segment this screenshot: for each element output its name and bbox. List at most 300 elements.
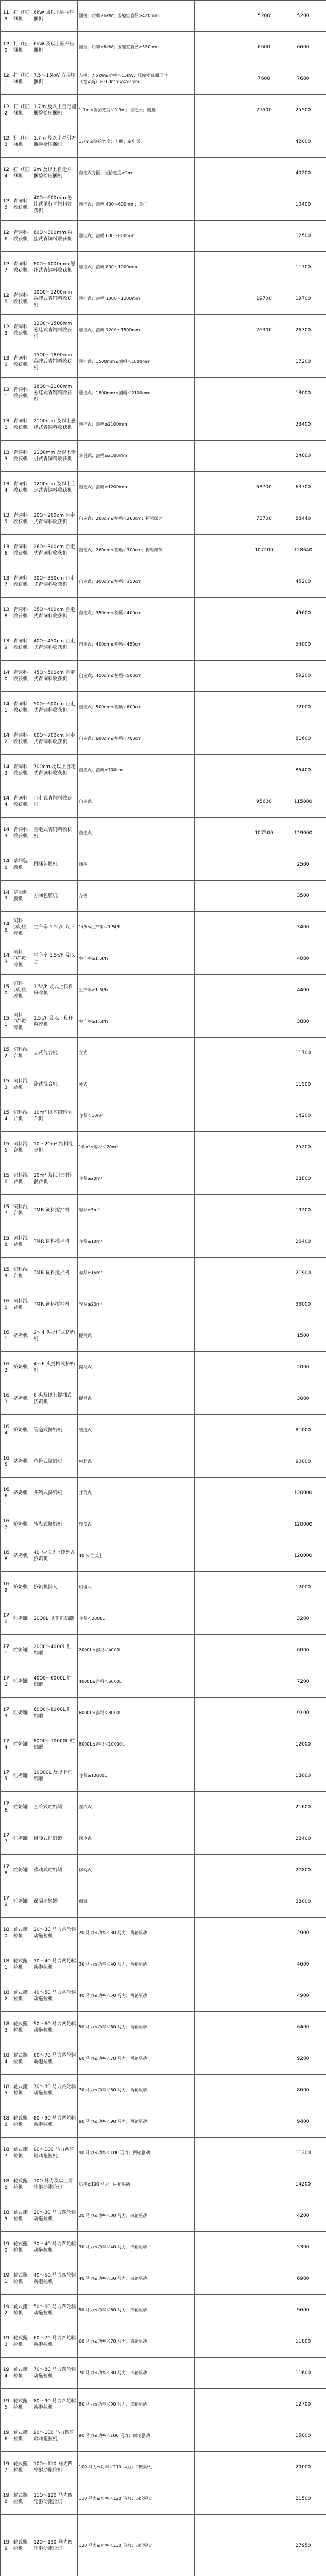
spec-param-cell: 转盘式 (78, 1509, 176, 1540)
category-cell: 青饲料收获机 (12, 566, 32, 598)
row-number-cell: 192 (1, 2295, 12, 2326)
row-number-cell: 146 (1, 849, 12, 881)
unit-cell (176, 1132, 195, 1163)
table-row (1, 566, 326, 598)
category-cell: 轮式拖拉机 (12, 2200, 32, 2232)
unit-cell (176, 629, 195, 661)
subsidy-cap-cell: 6900 (280, 2263, 326, 2295)
subsidy-cap-cell: 11200 (280, 2138, 326, 2169)
category-cell: 青饲料收获机 (12, 692, 32, 723)
item-name-cell: 管道式挤奶机 (32, 1415, 78, 1446)
row-number-cell: 135 (1, 503, 12, 535)
spec-param-cell: 50 马力≤功率＜60 马力；四轮驱动 (78, 2295, 176, 2326)
item-name-cell: 10～20m³ 饲料混合机 (32, 1132, 78, 1163)
subsidy-cap-cell: 2000 (280, 1352, 326, 1383)
category-cell: 饲料(草)粉碎机 (12, 1006, 32, 1038)
category-cell: 贮奶罐 (12, 1729, 32, 1760)
subsidy-cap-cell: 11700 (280, 252, 326, 283)
item-name-cell: 350～400cm 自走式青饲料收获机 (32, 598, 78, 629)
spec-param-cell: 提桶式 (78, 1383, 176, 1415)
table-row (1, 158, 326, 189)
spec-param-cell: 容积≥20m³ (78, 1163, 176, 1195)
subsidy-cap-cell: 14200 (280, 1100, 326, 1132)
unit-cell (176, 1163, 195, 1195)
subsidy-cap-cell: 14200 (280, 2169, 326, 2200)
table-row (1, 378, 326, 409)
table-row (1, 1006, 326, 1038)
row-number-cell: 144 (1, 786, 12, 818)
item-name-cell: 2～4 头提桶式挤奶机 (32, 1320, 78, 1352)
subsidy-cell (248, 1415, 280, 1446)
spec-param-cell: 100 马力≤功率＜110 马力；四轮驱动 (78, 2452, 176, 2483)
category-cell: 打（压）捆机 (12, 126, 32, 158)
unit-cell (176, 2358, 195, 2389)
category-cell: 挤奶机 (12, 1352, 32, 1383)
spec-param-cell: 直冷式 (78, 1792, 176, 1823)
subsidy-cap-cell: 9600 (280, 2295, 326, 2326)
category-cell: 轮式拖拉机 (12, 2232, 32, 2263)
item-name-cell: 100～110 马力四轮驱动拖拉机 (32, 2452, 78, 2483)
unit-cell (176, 818, 195, 849)
item-name-cell: 1500～1800mm 悬挂式青饲料收获机 (32, 346, 78, 378)
category-cell: 轮式拖拉机 (12, 2389, 32, 2420)
subsidy-cap-cell: 9100 (280, 1698, 326, 1729)
row-number-cell: 121 (1, 63, 12, 95)
item-name-cell: 6kW 及以上圆捆压捆机 (32, 1, 78, 32)
spec-param-cell: 自走式；350cm≤割幅＜400cm (78, 598, 176, 629)
item-name-cell: 90～100 马力四轮驱动拖拉机 (32, 2420, 78, 2452)
category-cell: 打（压）捆机 (12, 158, 32, 189)
category-cell: 挤奶机 (12, 1446, 32, 1478)
price-cell (195, 1760, 248, 1792)
unit-cell (176, 598, 195, 629)
table-row (1, 975, 326, 1006)
subsidy-cell (248, 2200, 280, 2232)
unit-cell (176, 1069, 195, 1100)
spec-param-cell: 提桶式 (78, 1320, 176, 1352)
spec-param-cell: 方捆 (78, 881, 176, 912)
category-cell: 青饲料收获机 (12, 346, 32, 378)
subsidy-cap-cell: 12000 (280, 1729, 326, 1760)
category-cell: 贮奶罐 (12, 1792, 32, 1823)
price-cell (195, 346, 248, 378)
spec-param-cell: 40 头位以上 (78, 1540, 176, 1572)
item-name-cell: 20～30 马力两轮驱动拖拉机 (32, 1918, 78, 1949)
subsidy-cell (248, 2012, 280, 2043)
price-cell (195, 912, 248, 943)
subsidy-cell (248, 2515, 280, 2576)
spec-param-cell: 移动式 (78, 1855, 176, 1886)
table-row (1, 1760, 326, 1792)
spec-param-cell: 40 马力≤功率＜50 马力；四轮驱动 (78, 2263, 176, 2295)
subsidy-cap-cell: 120000 (280, 1509, 326, 1540)
table-row (1, 943, 326, 975)
item-name-cell: 圆捆包膜机 (32, 849, 78, 881)
row-number-cell: 122 (1, 95, 12, 126)
unit-cell (176, 1949, 195, 1980)
table-row (1, 2358, 326, 2389)
subsidy-cap-cell: 21500 (280, 2483, 326, 2515)
category-cell: 青饲料收获机 (12, 221, 32, 252)
subsidy-cell (248, 409, 280, 441)
spec-param-cell: 90 马力≤功率＜100 马力；四轮驱动 (78, 2420, 176, 2452)
row-number-cell: 152 (1, 1038, 12, 1069)
subsidy-cell (248, 598, 280, 629)
table-row (1, 2326, 326, 2358)
item-name-cell: 80～90 马力两轮驱动拖拉机 (32, 2106, 78, 2138)
row-number-cell: 177 (1, 1823, 12, 1855)
price-cell (195, 2515, 248, 2576)
table-row (1, 1729, 326, 1760)
subsidy-cap-cell: 11700 (280, 1038, 326, 1069)
spec-param-cell: 间冷式 (78, 1823, 176, 1855)
table-row (1, 252, 326, 283)
unit-cell (176, 189, 195, 221)
subsidy-cell (248, 1509, 280, 1540)
spec-param-cell: 1.7m≤捡拾宽度＜1.9m；自走式；圆捆 (78, 95, 176, 126)
item-name-cell: 2100mm 及以上牵引式青饲料收获机 (32, 441, 78, 472)
unit-cell (176, 1792, 195, 1823)
unit-cell (176, 535, 195, 566)
unit-cell (176, 2012, 195, 2043)
unit-cell (176, 1, 195, 32)
unit-cell (176, 1918, 195, 1949)
row-number-cell: 153 (1, 1069, 12, 1100)
unit-cell (176, 849, 195, 881)
subsidy-cap-cell: 26300 (280, 315, 326, 346)
price-cell (195, 566, 248, 598)
item-name-cell: 60～70 马力两轮驱动拖拉机 (32, 2043, 78, 2075)
spec-param-cell: 自走式；割幅≥1200mm (78, 472, 176, 503)
subsidy-cell (248, 1918, 280, 1949)
category-cell: 饲料(草)粉碎机 (12, 975, 32, 1006)
unit-cell (176, 1635, 195, 1666)
price-cell (195, 472, 248, 503)
spec-param-cell: 生产率≥1.5t/h (78, 975, 176, 1006)
row-number-cell: 193 (1, 2326, 12, 2358)
row-number-cell: 160 (1, 1289, 12, 1320)
category-cell: 挤奶机 (12, 1509, 32, 1540)
spec-param-cell: 30 马力≤功率＜40 马力；四轮驱动 (78, 2232, 176, 2263)
row-number-cell: 187 (1, 2138, 12, 2169)
spec-param-cell: 悬挂式；割幅 800～1000mm (78, 252, 176, 283)
row-number-cell: 185 (1, 2075, 12, 2106)
item-name-cell: 2100mm 及以上悬挂式青饲料收获机 (32, 409, 78, 441)
subsidy-cell (248, 1258, 280, 1289)
table-row (1, 535, 326, 566)
item-name-cell: 自走式青饲料收获机 (32, 818, 78, 849)
item-name-cell: 40～50 马力四轮驱动拖拉机 (32, 2263, 78, 2295)
subsidy-cell: 73700 (248, 503, 280, 535)
item-name-cell: 直冷式贮奶罐 (32, 1792, 78, 1823)
row-number-cell: 179 (1, 1886, 12, 1918)
subsidy-cap-cell: 7600 (280, 63, 326, 95)
price-cell (195, 2263, 248, 2295)
item-name-cell: 80～90 马力四轮驱动拖拉机 (32, 2389, 78, 2420)
subsidy-cap-cell: 11800 (280, 2326, 326, 2358)
unit-cell (176, 692, 195, 723)
subsidy-cell (248, 1855, 280, 1886)
price-cell (195, 2232, 248, 2263)
row-number-cell: 133 (1, 441, 12, 472)
spec-param-cell: 圆捆；功率≥6kW；压缩室直径≥520mm (78, 32, 176, 63)
price-cell (195, 1, 248, 32)
subsidy-cap-cell: 33000 (280, 1289, 326, 1320)
unit-cell (176, 2232, 195, 2263)
spec-param-cell: 鱼骨式 (78, 1446, 176, 1478)
price-cell (195, 2106, 248, 2138)
category-cell: 青饲料收获机 (12, 629, 32, 661)
item-name-cell: 并列式挤奶机 (32, 1478, 78, 1509)
subsidy-cell (248, 221, 280, 252)
item-name-cell: 40～50 马力两轮驱动拖拉机 (32, 1980, 78, 2012)
unit-cell (176, 1729, 195, 1760)
row-number-cell: 168 (1, 1540, 12, 1572)
unit-cell (176, 2200, 195, 2232)
row-number-cell: 137 (1, 566, 12, 598)
subsidy-cap-cell: 59200 (280, 661, 326, 692)
price-cell (195, 126, 248, 158)
subsidy-cell (248, 2232, 280, 2263)
unit-cell (176, 1855, 195, 1886)
unit-cell (176, 2452, 195, 2483)
subsidy-cell (248, 1195, 280, 1226)
item-name-cell: 8000～10000L 贮奶罐 (32, 1729, 78, 1760)
subsidy-cell: 5200 (248, 1, 280, 32)
subsidy-cell (248, 849, 280, 881)
item-name-cell: 挤奶机器人 (32, 1572, 78, 1603)
unit-cell (176, 1540, 195, 1572)
price-cell (195, 2295, 248, 2326)
row-number-cell: 163 (1, 1383, 12, 1415)
category-cell: 贮奶罐 (12, 1603, 32, 1635)
subsidy-cell (248, 1603, 280, 1635)
subsidy-cell (248, 1949, 280, 1980)
spec-param-cell: 自走式；200cm≤割幅＜260cm；籽粒破碎 (78, 503, 176, 535)
row-number-cell: 199 (1, 2515, 12, 2576)
category-cell: 饲料混合机 (12, 1100, 32, 1132)
subsidy-cell: 26300 (248, 315, 280, 346)
category-cell: 打（压）捆机 (12, 1, 32, 32)
spec-param-cell: 生产率≥1.5t/h (78, 1006, 176, 1038)
subsidy-cap-cell: 81000 (280, 1415, 326, 1446)
category-cell: 轮式拖拉机 (12, 2295, 32, 2326)
table-row (1, 346, 326, 378)
category-cell: 挤奶机 (12, 1415, 32, 1446)
item-name-cell: 4000～6000L 贮奶罐 (32, 1666, 78, 1698)
price-cell (195, 849, 248, 881)
price-cell (195, 1478, 248, 1509)
subsidy-cap-cell: 21600 (280, 1792, 326, 1823)
unit-cell (176, 472, 195, 503)
unit-cell (176, 2515, 195, 2576)
spec-param-cell: 4000L≤容积＜6000L (78, 1666, 176, 1698)
unit-cell (176, 786, 195, 818)
category-cell: 轮式拖拉机 (12, 2169, 32, 2200)
price-cell (195, 1572, 248, 1603)
unit-cell (176, 1006, 195, 1038)
subsidy-cap-cell: 11600 (280, 2358, 326, 2389)
category-cell: 轮式拖拉机 (12, 2358, 32, 2389)
table-row (1, 1572, 326, 1603)
table-row (1, 1069, 326, 1100)
table-row (1, 189, 326, 221)
item-name-cell: 保温运输罐 (32, 1886, 78, 1918)
price-cell (195, 32, 248, 63)
unit-cell (176, 503, 195, 535)
unit-cell (176, 661, 195, 692)
row-number-cell: 120 (1, 32, 12, 63)
table-row (1, 63, 326, 95)
price-cell (195, 1729, 248, 1760)
row-number-cell: 145 (1, 818, 12, 849)
subsidy-cell (248, 1446, 280, 1478)
row-number-cell: 162 (1, 1352, 12, 1383)
subsidy-cap-cell: 21900 (280, 1258, 326, 1289)
price-cell (195, 378, 248, 409)
unit-cell (176, 441, 195, 472)
unit-cell (176, 1823, 195, 1855)
unit-cell (176, 32, 195, 63)
unit-cell (176, 2169, 195, 2200)
row-number-cell: 161 (1, 1320, 12, 1352)
subsidy-cap-cell: 120000 (280, 1478, 326, 1509)
unit-cell (176, 1509, 195, 1540)
table-row (1, 2483, 326, 2515)
table-row (1, 503, 326, 535)
subsidy-cell (248, 1383, 280, 1415)
spec-param-cell: 10m³≤容积＜20m³ (78, 1132, 176, 1163)
subsidy-cell (248, 1478, 280, 1509)
subsidy-cap-cell: 12500 (280, 221, 326, 252)
subsidy-cap-cell: 40200 (280, 158, 326, 189)
subsidy-cap-cell: 2500 (280, 849, 326, 881)
subsidy-cell (248, 378, 280, 409)
category-cell: 青饲料收获机 (12, 283, 32, 315)
price-cell (195, 2200, 248, 2232)
row-number-cell: 140 (1, 661, 12, 692)
category-cell: 青饲料收获机 (12, 503, 32, 535)
unit-cell (176, 2389, 195, 2420)
subsidy-cap-cell: 49600 (280, 598, 326, 629)
spec-param-cell: 悬挂式；割幅≥2100mm (78, 409, 176, 441)
subsidy-cap-cell: 4000 (280, 943, 326, 975)
subsidy-cell (248, 1163, 280, 1195)
unit-cell (176, 283, 195, 315)
row-number-cell: 186 (1, 2106, 12, 2138)
unit-cell (176, 1320, 195, 1352)
row-number-cell: 169 (1, 1572, 12, 1603)
unit-cell (176, 1195, 195, 1226)
row-number-cell: 157 (1, 1195, 12, 1226)
subsidy-cell (248, 126, 280, 158)
row-number-cell: 159 (1, 1258, 12, 1289)
unit-cell (176, 378, 195, 409)
spec-param-cell: 40 马力≤功率＜50 马力；两轮驱动 (78, 1980, 176, 2012)
table-row (1, 723, 326, 755)
category-cell: 青饲料收获机 (12, 723, 32, 755)
subsidy-cap-cell: 19700 (280, 283, 326, 315)
item-name-cell: 300～350cm 自走式青饲料收获机 (32, 566, 78, 598)
spec-param-cell: 20 马力≤功率＜30 马力；四轮驱动 (78, 2200, 176, 2232)
subsidy-cap-cell: 15000 (280, 2420, 326, 2452)
price-cell (195, 441, 248, 472)
price-cell (195, 1100, 248, 1132)
item-name-cell: 自走式青饲料收获机 (32, 786, 78, 818)
table-row (1, 1949, 326, 1980)
unit-cell (176, 95, 195, 126)
table-row (1, 1258, 326, 1289)
spec-param-cell: 自走式 (78, 786, 176, 818)
spec-param-cell: 容积≥20m³ (78, 1289, 176, 1320)
subsidy-cell (248, 723, 280, 755)
subsidy-cell (248, 2295, 280, 2326)
subsidy-cap-cell: 120000 (280, 1540, 326, 1572)
price-cell (195, 1823, 248, 1855)
row-number-cell: 138 (1, 598, 12, 629)
table-row (1, 441, 326, 472)
item-name-cell: 20m³ 及以上饲料混合机 (32, 1163, 78, 1195)
table-row (1, 692, 326, 723)
category-cell: 青饲料收获机 (12, 755, 32, 786)
row-number-cell: 136 (1, 535, 12, 566)
category-cell: 青饲料收获机 (12, 598, 32, 629)
row-number-cell: 125 (1, 189, 12, 221)
row-number-cell: 139 (1, 629, 12, 661)
subsidy-cap-cell: 6000 (280, 1635, 326, 1666)
subsidy-cap-cell: 12000 (280, 1572, 326, 1603)
item-name-cell: 50～60 马力两轮驱动拖拉机 (32, 2012, 78, 2043)
spec-param-cell: 自走式；割幅≥700cm (78, 755, 176, 786)
subsidy-cap-cell: 3800 (280, 1006, 326, 1038)
price-cell (195, 1666, 248, 1698)
category-cell: 打（压）捆机 (12, 63, 32, 95)
price-cell (195, 1603, 248, 1635)
spec-param-cell: 1t/h≤生产率＜1.5t/h (78, 912, 176, 943)
subsidy-cell (248, 441, 280, 472)
subsidy-cap-cell: 17200 (280, 346, 326, 378)
subsidy-cap-cell: 18000 (280, 1760, 326, 1792)
subsidy-cell (248, 1572, 280, 1603)
row-number-cell: 198 (1, 2483, 12, 2515)
unit-cell (176, 1446, 195, 1478)
table-row (1, 95, 326, 126)
table-row (1, 1289, 326, 1320)
subsidy-cell (248, 1666, 280, 1698)
subsidy-cap-cell: 9200 (280, 2043, 326, 2075)
price-cell (195, 95, 248, 126)
spec-param-cell: 自走式；450cm≤割幅＜500cm (78, 661, 176, 692)
category-cell: 轮式拖拉机 (12, 2138, 32, 2169)
table-row (1, 1478, 326, 1509)
unit-cell (176, 1666, 195, 1698)
price-cell (195, 629, 248, 661)
table-row (1, 661, 326, 692)
price-cell (195, 1540, 248, 1572)
table-row (1, 472, 326, 503)
subsidy-cell (248, 346, 280, 378)
subsidy-cell (248, 2263, 280, 2295)
spec-param-cell: 管道式 (78, 1415, 176, 1446)
spec-param-cell: 悬挂式；割幅 600～800mm (78, 221, 176, 252)
spec-param-cell: 圆捆；功率≥6kW；压缩室直径≥420mm (78, 1, 176, 32)
row-number-cell: 131 (1, 378, 12, 409)
subsidy-cell (248, 975, 280, 1006)
row-number-cell: 150 (1, 975, 12, 1006)
unit-cell (176, 1415, 195, 1446)
subsidy-cell (248, 1132, 280, 1163)
row-number-cell: 158 (1, 1226, 12, 1258)
